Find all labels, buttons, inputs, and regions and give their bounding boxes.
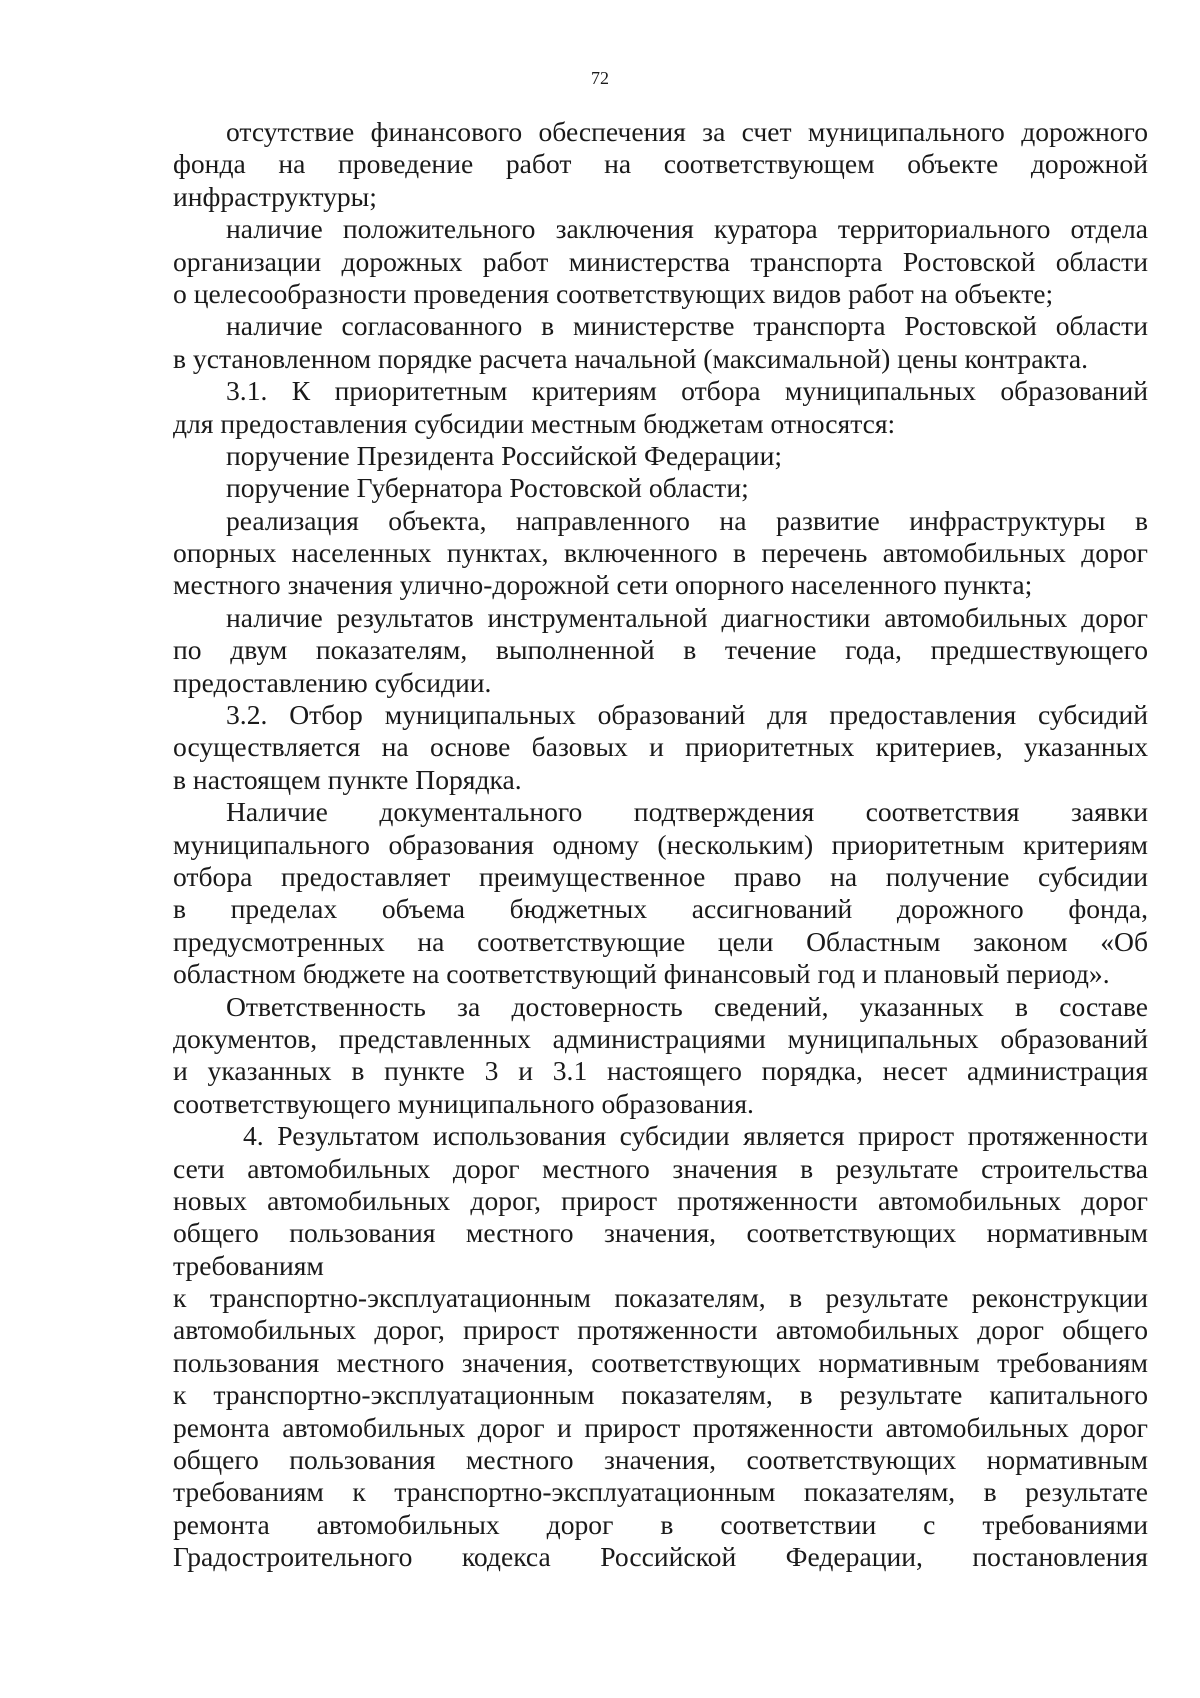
text-line: местного значения улично-дорожной сети опорного населенного пункта; <box>173 569 1033 601</box>
text-line: о целесообразности проведения соответствующих видов работ на объекте; <box>173 277 1054 309</box>
text-line: отбора предоставляет преимущественное право на получение субсидии <box>173 860 1148 892</box>
text-line: Ответственность за достоверность сведений, указанных в составе <box>226 990 1148 1022</box>
text-line: наличие результатов инструментальной диагностики автомобильных дорог <box>226 601 1148 633</box>
text-line: и указанных в пункте 3 и 3.1 настоящего порядка, несет администрация <box>173 1055 1148 1087</box>
text-line: по двум показателям, выполненной в течение года, предшествующего <box>173 634 1148 666</box>
text-line: требованиям к транспортно-эксплуатационным показателям, в результате <box>173 1476 1148 1508</box>
text-line: пользования местного значения, соответствующих нормативным требованиям <box>173 1346 1148 1378</box>
text-line: в пределах объема бюджетных ассигнований дорожного фонда, <box>173 893 1148 925</box>
text-line: опорных населенных пунктах, включенного в перечень автомобильных дорог <box>173 537 1148 569</box>
text-line: наличие согласованного в министерстве транспорта Ростовской области <box>226 310 1148 342</box>
text-line: к транспортно-эксплуатационным показателям, в результате капитального <box>173 1379 1148 1411</box>
text-line: сети автомобильных дорог местного значения в результате строительства <box>173 1152 1148 1184</box>
text-line: отсутствие финансового обеспечения за счет муниципального дорожного <box>226 116 1148 147</box>
text-line: инфраструктуры; <box>173 180 377 212</box>
text-line: общего пользования местного значения, соответствующих нормативным <box>173 1217 1148 1249</box>
text-line: требованиям <box>173 1249 324 1281</box>
text-line: муниципального образования одному (нескольким) приоритетным критериям <box>173 828 1148 860</box>
text-line: автомобильных дорог, прирост протяженности автомобильных дорог общего <box>173 1314 1148 1346</box>
page-number: 72 <box>591 68 609 88</box>
text-line: ремонта автомобильных дорог и прирост протяженности автомобильных дорог <box>173 1411 1148 1443</box>
text-line: фонда на проведение работ на соответствующем объекте дорожной <box>173 148 1148 180</box>
document-body <box>173 116 1148 1574</box>
text-line: соответствующего муниципального образования. <box>173 1087 754 1119</box>
text-line: осуществляется на основе базовых и приоритетных критериев, указанных <box>173 731 1148 763</box>
text-line: 3.1. К приоритетным критериям отбора муниципальных образований <box>226 375 1148 407</box>
text-line: поручение Президента Российской Федерации; <box>226 439 783 471</box>
text-line: Градостроительного кодекса Российской Федерации, постановления <box>173 1541 1148 1573</box>
text-line: областном бюджете на соответствующий финансовый год и плановый период». <box>173 958 1110 990</box>
text-line: ремонта автомобильных дорог в соответствии с требованиями <box>173 1508 1148 1540</box>
text-line: организации дорожных работ министерства транспорта Ростовской области <box>173 245 1148 277</box>
text-line: общего пользования местного значения, соответствующих нормативным <box>173 1444 1148 1476</box>
text-line: документов, представленных администрациями муниципальных образований <box>173 1022 1148 1054</box>
text-line: 3.2. Отбор муниципальных образований для предоставления субсидий <box>226 699 1148 731</box>
text-line: поручение Губернатора Ростовской области; <box>226 472 749 504</box>
text-line: для предоставления субсидии местным бюджетам относятся: <box>173 407 896 439</box>
text-line: Наличие документального подтверждения соответствия заявки <box>226 796 1148 828</box>
text-line: предусмотренных на соответствующие цели Областным законом «Об <box>173 925 1148 957</box>
text-line: 4. Результатом использования субсидии является прирост протяженности <box>243 1120 1148 1152</box>
text-line: к транспортно-эксплуатационным показателям, в результате реконструкции <box>173 1282 1148 1314</box>
text-line: реализация объекта, направленного на развитие инфраструктуры в <box>226 504 1148 536</box>
text-line: наличие положительного заключения куратора территориального отдела <box>226 213 1148 245</box>
text-line: в установленном порядке расчета начальной (максимальной) цены контракта. <box>173 342 1089 374</box>
text-line: предоставлению субсидии. <box>173 666 492 698</box>
text-line: новых автомобильных дорог, прирост протяженности автомобильных дорог <box>173 1184 1148 1216</box>
text-line: в настоящем пункте Порядка. <box>173 763 522 795</box>
